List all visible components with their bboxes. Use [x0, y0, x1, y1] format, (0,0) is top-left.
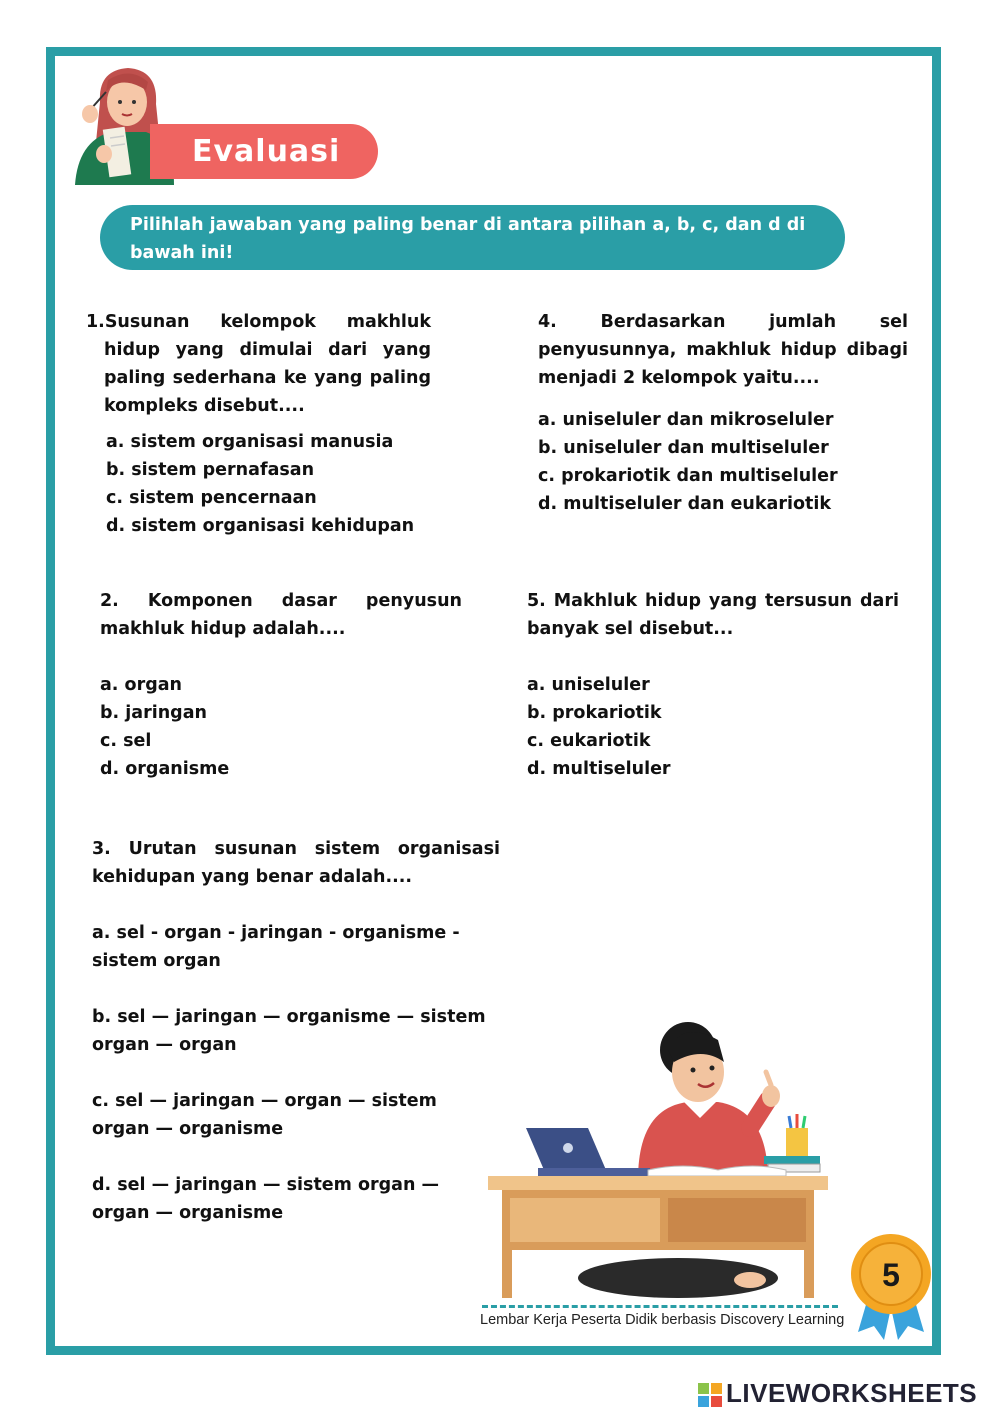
question-3-options — [92, 919, 500, 1227]
liveworksheets-logo-icon — [698, 1383, 722, 1407]
footer-caption: Lembar Kerja Peserta Didik berbasis Discovery Learning — [480, 1312, 845, 1328]
option-a[interactable]: a. sel - organ - jaringan - organisme - sistem organ — [92, 923, 460, 971]
option-c[interactable]: c. sel — [100, 731, 152, 751]
question-2 — [100, 587, 462, 783]
option-d[interactable]: d. multiseluler — [527, 759, 671, 779]
question-4 — [538, 308, 908, 518]
question-1 — [86, 308, 431, 540]
option-a[interactable]: a. uniseluler — [527, 675, 650, 695]
option-b[interactable]: b. sistem pernafasan — [106, 460, 315, 480]
option-c[interactable]: c. sistem pencernaan — [106, 488, 317, 508]
student-desk-illustration — [488, 1010, 833, 1300]
page-title: Evaluasi — [192, 134, 341, 169]
question-3 — [92, 835, 500, 1255]
question-5-options — [527, 671, 899, 783]
option-c[interactable]: c. prokariotik dan multiseluler — [538, 466, 838, 486]
option-c[interactable]: c. eukariotik — [527, 731, 651, 751]
brand-name: LIVEWORKSHEETS — [726, 1378, 978, 1408]
instruction-banner: Pilihlah jawaban yang paling benar di antara pilihan a, b, c, dan d di bawah ini! — [100, 205, 845, 270]
question-5 — [527, 587, 899, 783]
page-number-badge: 5 — [882, 1257, 900, 1293]
question-3-stem: 3. Urutan susunan sistem organisasi kehidupan yang benar adalah.... — [92, 839, 500, 887]
question-2-options — [100, 671, 462, 783]
question-4-stem: 4. Berdasarkan jumlah sel penyusunnya, makhluk hidup dibagi menjadi 2 kelompok yaitu.... — [538, 312, 908, 388]
option-d[interactable]: d. sistem organisasi kehidupan — [106, 516, 415, 536]
option-d[interactable]: d. organisme — [100, 759, 230, 779]
footer-divider — [482, 1305, 838, 1308]
question-4-options — [538, 406, 908, 518]
option-b[interactable]: b. prokariotik — [527, 703, 662, 723]
option-b[interactable]: b. jaringan — [100, 703, 207, 723]
question-2-stem: 2. Komponen dasar penyusun makhluk hidup adalah.... — [100, 591, 462, 639]
option-a[interactable]: a. sistem organisasi manusia — [106, 432, 394, 452]
option-a[interactable]: a. uniseluler dan mikroseluler — [538, 410, 834, 430]
option-b[interactable]: b. uniseluler dan multiseluler — [538, 438, 829, 458]
option-a[interactable]: a. organ — [100, 675, 182, 695]
option-d[interactable]: d. multiseluler dan eukariotik — [538, 494, 831, 514]
question-5-stem: 5. Makhluk hidup yang tersusun dari banyak sel disebut... — [527, 591, 899, 639]
option-c[interactable]: c. sel — jaringan — organ — sistem organ — organisme — [92, 1091, 437, 1139]
option-b[interactable]: b. sel — jaringan — organisme — sistem organ — organ — [92, 1007, 486, 1055]
question-1-options — [86, 428, 431, 540]
question-1-stem: 1.Susunan kelompok makhluk hidup yang dimulai dari yang paling sederhana ke yang paling kompleks disebut.... — [86, 312, 431, 416]
option-d[interactable]: d. sel — jaringan — sistem organ — organ — organisme — [92, 1175, 440, 1223]
